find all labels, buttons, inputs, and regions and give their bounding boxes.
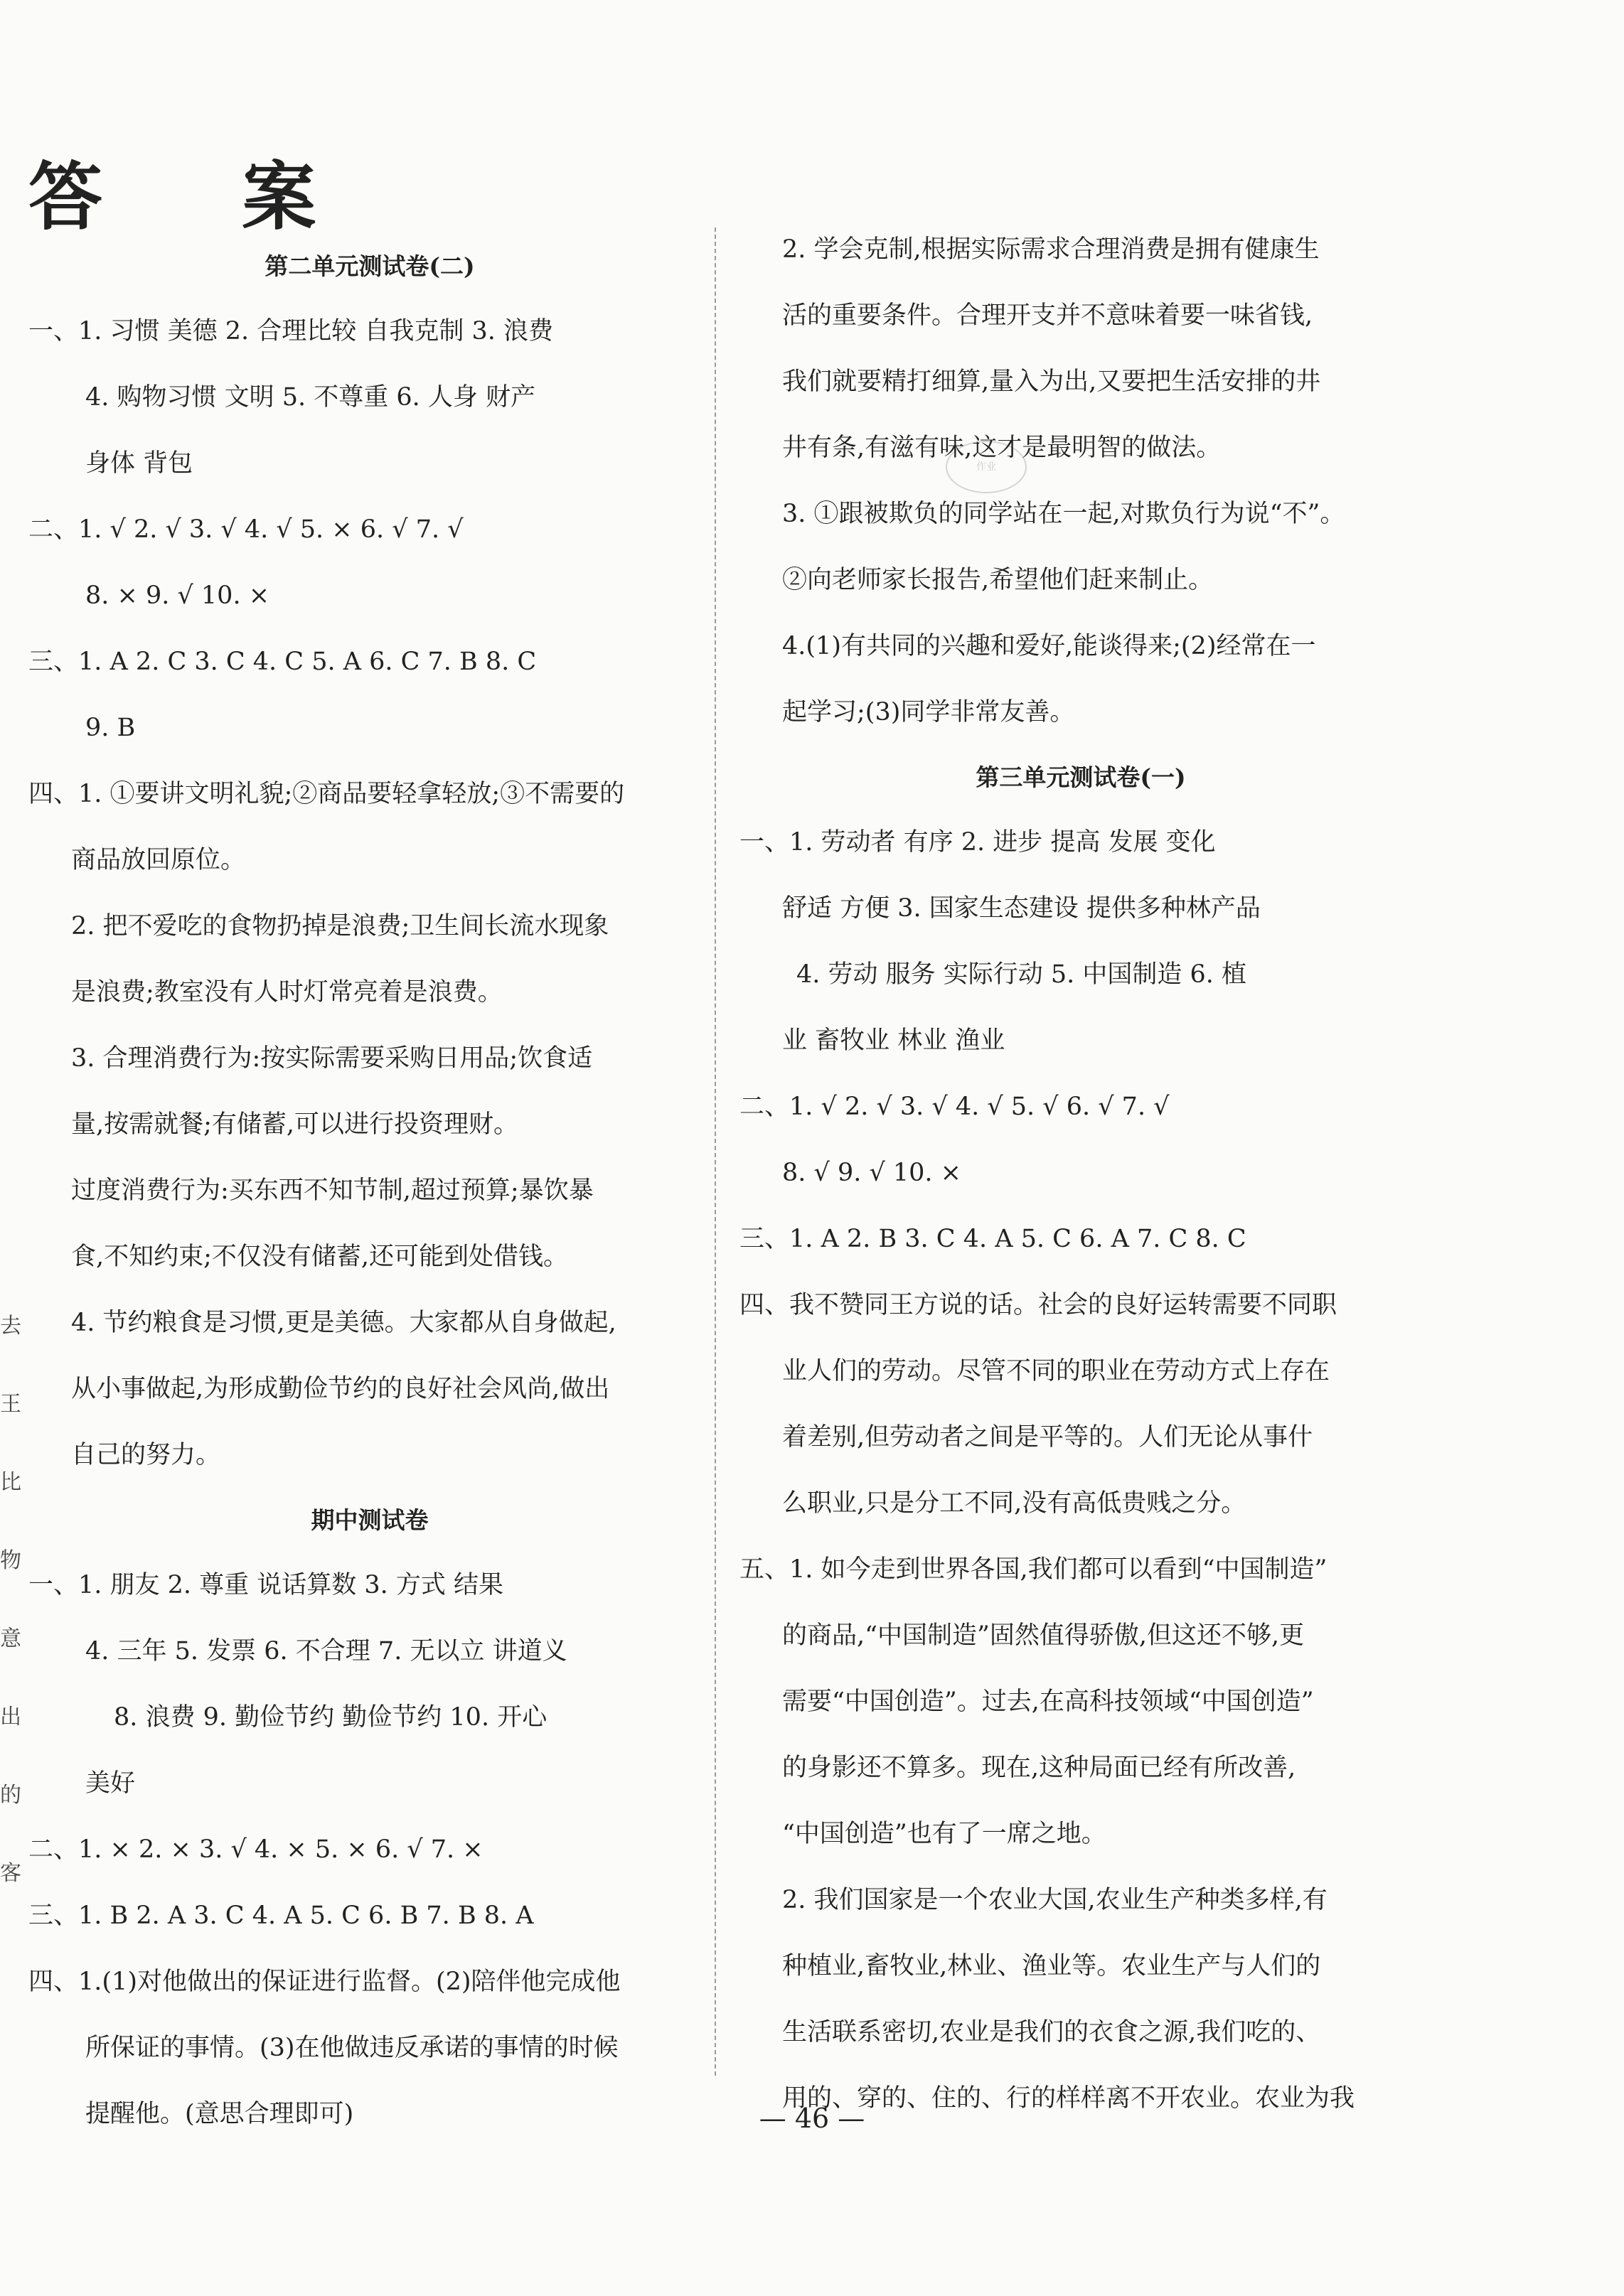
left-margin-fragments — [0, 1308, 20, 1933]
answer-line: 四、我不赞同王方说的话。社会的良好运转需要不同职 — [739, 1291, 1337, 1319]
answer-line: 8. × 9. √ 10. × — [85, 581, 270, 610]
answer-line: 一、1. 习惯 美德 2. 合理比较 自我克制 3. 浪费 — [28, 317, 554, 345]
answer-line: 三、1. B 2. A 3. C 4. A 5. C 6. B 7. B 8. A — [28, 1901, 534, 1930]
margin-char: 去 — [0, 1314, 21, 1339]
answer-line: 二、1. √ 2. √ 3. √ 4. √ 5. √ 6. √ 7. √ — [739, 1093, 1170, 1121]
margin-char: 王 — [0, 1392, 21, 1417]
answer-line: 么职业,只是分工不同,没有高低贵贱之分。 — [782, 1489, 1246, 1518]
answer-line: 四、1. ①要讲文明礼貌;②商品要轻拿轻放;③不需要的 — [28, 780, 625, 808]
answer-line: 业人们的劳动。尽管不同的职业在劳动方式上存在 — [782, 1357, 1330, 1385]
answer-line: 三、1. A 2. B 3. C 4. A 5. C 6. A 7. C 8. C — [739, 1225, 1246, 1253]
answer-line: 3. 合理消费行为:按实际需要采购日用品;饮食适 — [71, 1044, 593, 1073]
watermark-stamp: 作业 — [946, 441, 1027, 493]
answer-line: 4. 劳动 服务 实际行动 5. 中国制造 6. 植 — [796, 960, 1247, 989]
section-title: 第二单元测试卷(二) — [265, 252, 475, 280]
answer-line: 9. B — [85, 714, 136, 742]
answer-line: 量,按需就餐;有储蓄,可以进行投资理财。 — [71, 1110, 519, 1139]
margin-char: 意 — [0, 1626, 21, 1651]
margin-char: 客 — [0, 1861, 21, 1886]
answer-line: 三、1. A 2. C 3. C 4. C 5. A 6. C 7. B 8. C — [28, 648, 537, 676]
answer-line: 8. 浪费 9. 勤俭节约 勤俭节约 10. 开心 — [114, 1703, 547, 1732]
answer-line: 起学习;(3)同学非常友善。 — [782, 698, 1075, 726]
answer-line: 2. 我们国家是一个农业大国,农业生产种类多样,有 — [782, 1886, 1327, 1914]
answer-line: 着差别,但劳动者之间是平等的。人们无论从事什 — [782, 1423, 1313, 1452]
answer-line: 种植业,畜牧业,林业、渔业等。农业生产与人们的 — [782, 1952, 1321, 1980]
answer-line: 是浪费;教室没有人时灯常亮着是浪费。 — [71, 978, 503, 1007]
answer-line: 自己的努力。 — [71, 1441, 221, 1469]
answer-line: 用的、穿的、住的、行的样样离不开农业。农业为我 — [782, 2084, 1355, 2113]
answer-line: 3. ①跟被欺负的同学站在一起,对欺负行为说“不”。 — [782, 500, 1345, 528]
answer-line: 2. 学会克制,根据实际需求合理消费是拥有健康生 — [782, 235, 1320, 264]
answer-line: 需要“中国创造”。过去,在高科技领域“中国创造” — [782, 1688, 1314, 1716]
left-column — [28, 235, 711, 2147]
margin-char: 比 — [0, 1470, 21, 1495]
answer-line: 所保证的事情。(3)在他做违反承诺的事情的时候 — [85, 2034, 619, 2062]
answer-line: ②向老师家长报告,希望他们赶来制止。 — [782, 566, 1214, 594]
answer-line: 8. √ 9. √ 10. × — [782, 1159, 962, 1187]
page-title: 答 案 — [28, 153, 373, 240]
answer-line: 活的重要条件。合理开支并不意味着要一味省钱, — [782, 301, 1313, 330]
answer-line: 4. 节约粮食是习惯,更是美德。大家都从自身做起, — [71, 1309, 616, 1337]
page-number: — 46 — — [759, 2103, 865, 2134]
answer-line: 五、1. 如今走到世界各国,我们都可以看到“中国制造” — [739, 1555, 1327, 1584]
answer-line: 我们就要精打细算,量入为出,又要把生活安排的井 — [782, 368, 1321, 396]
answer-line: 4. 购物习惯 文明 5. 不尊重 6. 人身 财产 — [85, 383, 536, 412]
answer-line: 过度消费行为:买东西不知节制,超过预算;暴饮暴 — [71, 1176, 594, 1205]
answer-line: 2. 把不爱吃的食物扔掉是浪费;卫生间长流水现象 — [71, 912, 609, 940]
answer-line: 身体 背包 — [85, 449, 193, 478]
margin-char: 物 — [0, 1548, 21, 1573]
answer-line: 美好 — [85, 1769, 136, 1798]
answer-line: 的身影还不算多。现在,这种局面已经有所改善, — [782, 1754, 1296, 1782]
section-title: 期中测试卷 — [311, 1506, 429, 1534]
answer-line: 4. 三年 5. 发票 6. 不合理 7. 无以立 讲道义 — [85, 1637, 567, 1665]
answer-line: 的商品,“中国制造”固然值得骄傲,但这还不够,更 — [782, 1621, 1305, 1650]
margin-char: 出 — [0, 1705, 21, 1729]
right-column — [739, 217, 1422, 2132]
answer-line: 从小事做起,为形成勤俭节约的良好社会风尚,做出 — [71, 1375, 610, 1403]
answer-line: 一、1. 朋友 2. 尊重 说话算数 3. 方式 结果 — [28, 1571, 504, 1599]
answer-line: 舒适 方便 3. 国家生态建设 提供多种林产品 — [782, 894, 1261, 923]
answer-line: “中国创造”也有了一席之地。 — [782, 1820, 1106, 1848]
answer-line: 业 畜牧业 林业 渔业 — [782, 1026, 1005, 1055]
answer-line: 提醒他。(意思合理即可) — [85, 2100, 354, 2128]
answer-line: 食,不知约束;不仅没有储蓄,还可能到处借钱。 — [71, 1243, 569, 1271]
answer-line: 一、1. 劳动者 有序 2. 进步 提高 发展 变化 — [739, 828, 1216, 857]
margin-char: 的 — [0, 1783, 21, 1808]
answer-line: 井有条,有滋有味,这才是最明智的做法。 — [782, 434, 1222, 462]
answer-line: 生活联系密切,农业是我们的衣食之源,我们吃的、 — [782, 2018, 1321, 2046]
answer-line: 4.(1)有共同的兴趣和爱好,能谈得来;(2)经常在一 — [782, 632, 1316, 660]
answer-line: 二、1. × 2. × 3. √ 4. × 5. × 6. √ 7. × — [28, 1835, 484, 1864]
section-title: 第三单元测试卷(一) — [976, 763, 1186, 791]
column-divider — [715, 227, 716, 2076]
answer-line: 商品放回原位。 — [71, 846, 246, 874]
answer-line: 二、1. √ 2. √ 3. √ 4. √ 5. × 6. √ 7. √ — [28, 515, 464, 544]
answer-line: 四、1.(1)对他做出的保证进行监督。(2)陪伴他完成他 — [28, 1968, 621, 1996]
